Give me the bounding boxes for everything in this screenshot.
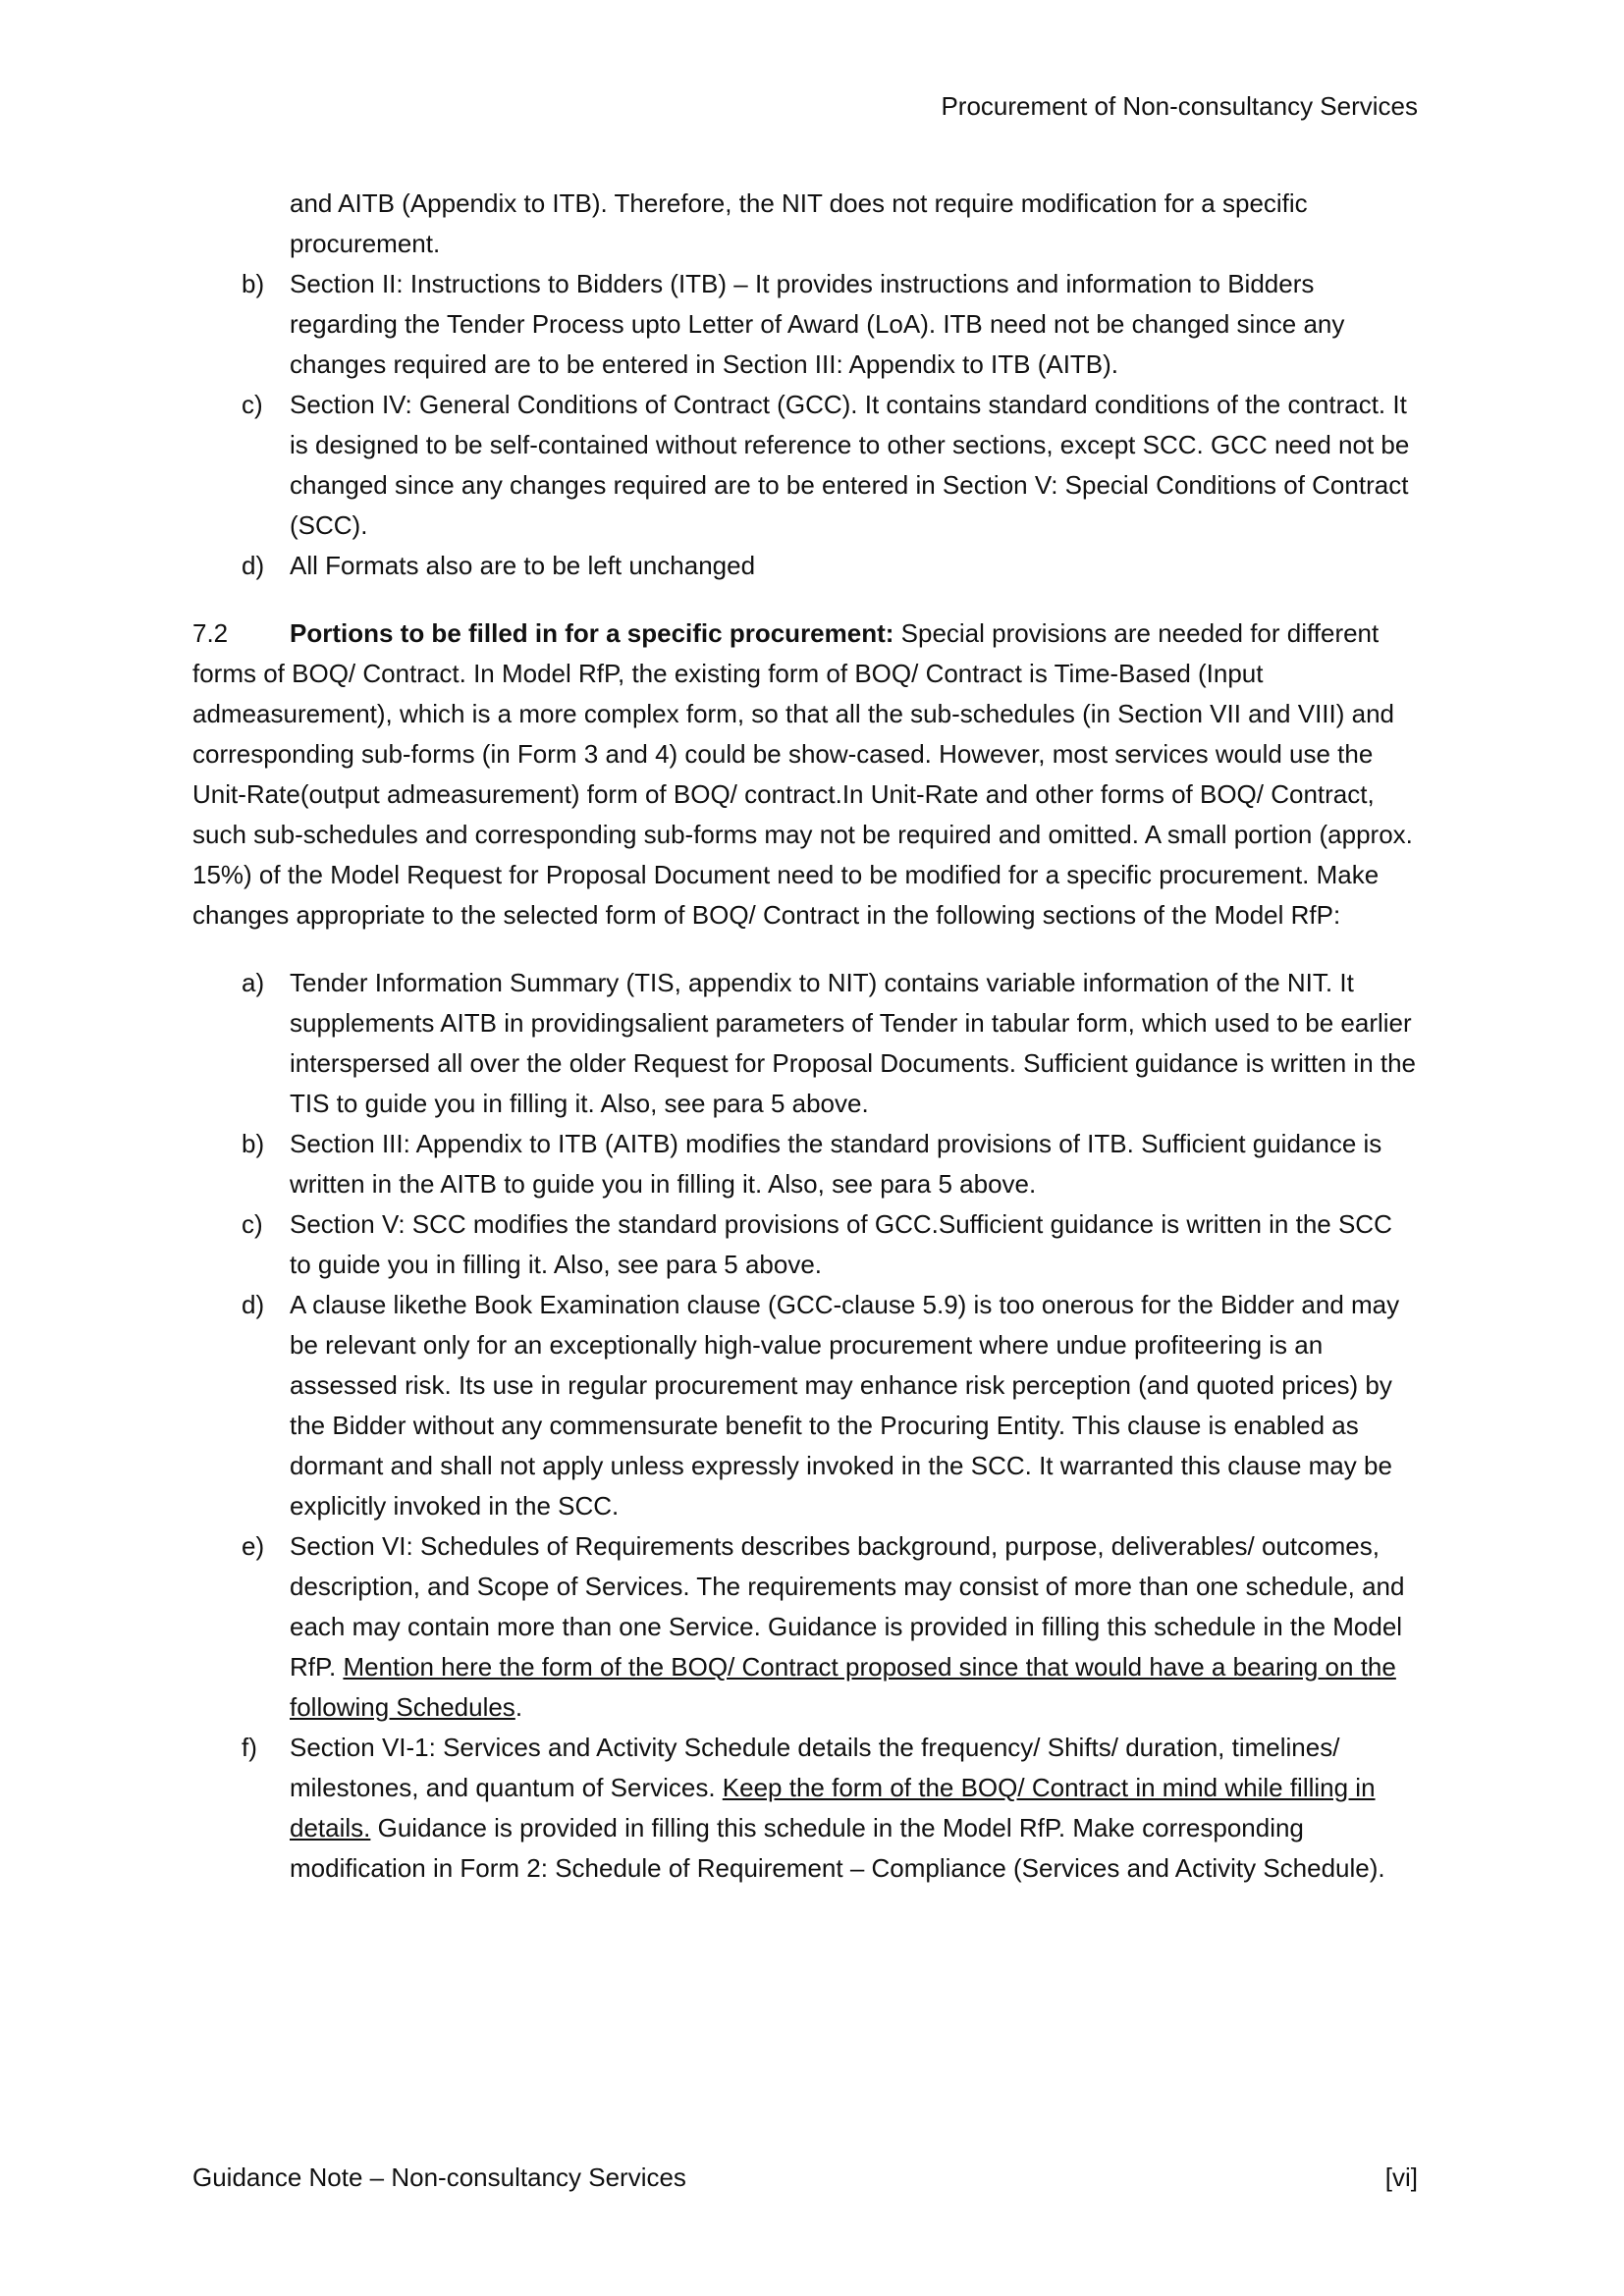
footer-page-number: [vi] — [1384, 2163, 1418, 2192]
list-sections-to-fill — [192, 963, 1418, 1889]
paragraph-7-2 — [192, 614, 1418, 935]
list-item-marker: a) — [242, 968, 265, 997]
list-item — [192, 1526, 1418, 1728]
list-item — [192, 264, 1418, 385]
list-item-marker: c) — [242, 390, 263, 419]
list-item-marker: c) — [242, 1209, 263, 1239]
list-item-text-underlined: Mention here the form of the BOQ/ Contract proposed since that would have a bearing on the following Schedules — [290, 1652, 1396, 1722]
list-item-marker: d) — [242, 551, 265, 580]
continuation-paragraph — [192, 184, 1418, 264]
list-item-text: All Formats also are to be left unchanged — [290, 551, 756, 580]
list-item-text: Section II: Instructions to Bidders (ITB) – It provides instructions and information to Bidders regarding the Tender Process upto Letter of Award (LoA). ITB need not be changed since any changes required are to be entered in Section III: Appendix to ITB (AITB). — [290, 269, 1345, 379]
list-item-text-plain: Section VI-1: Services and Activity Schedule details the frequency/ Shifts/ duration, timelines/ milestones, and quantum of Services. — [290, 1733, 1340, 1802]
list-item-text-plain: Guidance is provided in filling this schedule in the Model RfP. Make corresponding modification in Form 2: Schedule of Requirement – Compliance (Services and Activity Schedule). — [290, 1813, 1385, 1883]
list-item-text-plain: Section VI: Schedules of Requirements describes background, purpose, deliverables/ outcomes, description, and Scope of Services. The requirements may consist of more than one schedule, and each may contain more than one Service. Guidance is provided in filling this schedule in the Model RfP. — [290, 1531, 1405, 1682]
list-item-text-underlined: Keep the form of the BOQ/ Contract in mind while filling in details. — [290, 1773, 1376, 1842]
list-item-marker: d) — [242, 1290, 265, 1319]
list-item-marker: f) — [242, 1733, 257, 1762]
vertical-gap — [192, 586, 1418, 614]
list-item-marker: b) — [242, 269, 265, 298]
list-item-text — [290, 1733, 1385, 1883]
continuation-text: and AITB (Appendix to ITB). Therefore, the NIT does not require modification for a specific procurement. — [290, 188, 1308, 258]
list-item-text-plain: . — [514, 1692, 523, 1722]
list-item-marker: e) — [242, 1531, 265, 1561]
page-footer — [192, 2158, 1418, 2198]
list-item — [192, 963, 1418, 1124]
list-sections-unchanged — [192, 264, 1418, 586]
list-item-text: Section V: SCC modifies the standard provisions of GCC.Sufficient guidance is written in the SCC to guide you in filling it. Also, see para 5 above. — [290, 1209, 1392, 1279]
paragraph-body: Special provisions are needed for different forms of BOQ/ Contract. In Model RfP, the existing form of BOQ/ Contract is Time-Based (Input admeasurement), which is a more complex form, so that all the sub-schedules (in Section VII and VIII) and corresponding sub-forms (in Form 3 and 4) could be show-cased. However, most services would use the Unit-Rate(output admeasurement) form of BOQ/ contract.In Unit-Rate and other forms of BOQ/ Contract, such sub-schedules and corresponding sub-forms may not be required and omitted. A small portion (approx. 15%) of the Model Request for Proposal Document need to be modified for a specific procurement. Make changes appropriate to the selected form of BOQ/ Contract in the following sections of the Model RfP: — [192, 618, 1413, 930]
page-header — [192, 86, 1418, 127]
list-item — [192, 1204, 1418, 1285]
list-item — [192, 546, 1418, 586]
list-item-text: Tender Information Summary (TIS, appendix to NIT) contains variable information of the NIT. It supplements AITB in providingsalient parameters of Tender in tabular form, which used to be earlier interspersed all over the older Request for Proposal Documents. Sufficient guidance is written in the TIS to guide you in filling it. Also, see para 5 above. — [290, 968, 1417, 1118]
list-item — [192, 1285, 1418, 1526]
list-item-text: Section III: Appendix to ITB (AITB) modifies the standard provisions of ITB. Sufficient guidance is written in the AITB to guide you in filling it. Also, see para 5 above. — [290, 1129, 1382, 1199]
header-title: Procurement of Non-consultancy Services — [941, 91, 1418, 121]
list-item-text: A clause likethe Book Examination clause (GCC-clause 5.9) is too onerous for the Bidder and may be relevant only for an exceptionally high-value procurement where undue profiteering is an assessed risk. Its use in regular procurement may enhance risk perception (and quoted prices) by the Bidder without any commensurate benefit to the Procuring Entity. This clause is enabled as dormant and shall not apply unless expressly invoked in the SCC. It warranted this clause may be explicitly invoked in the SCC. — [290, 1290, 1400, 1521]
list-item-marker: b) — [242, 1129, 265, 1158]
list-item — [192, 1124, 1418, 1204]
list-item — [192, 1728, 1418, 1889]
footer-document-title: Guidance Note – Non-consultancy Services — [192, 2163, 686, 2192]
vertical-gap — [192, 935, 1418, 963]
list-item-text: Section IV: General Conditions of Contract (GCC). It contains standard conditions of the contract. It is designed to be self-contained without reference to other sections, except SCC. GCC need not be changed since any changes required are to be entered in Section V: Special Conditions of Contract (SCC). — [290, 390, 1410, 540]
list-item-text — [290, 1531, 1404, 1722]
paragraph-number: 7.2 — [192, 618, 229, 648]
paragraph-heading: Portions to be filled in for a specific procurement: — [290, 618, 894, 648]
list-item — [192, 385, 1418, 546]
